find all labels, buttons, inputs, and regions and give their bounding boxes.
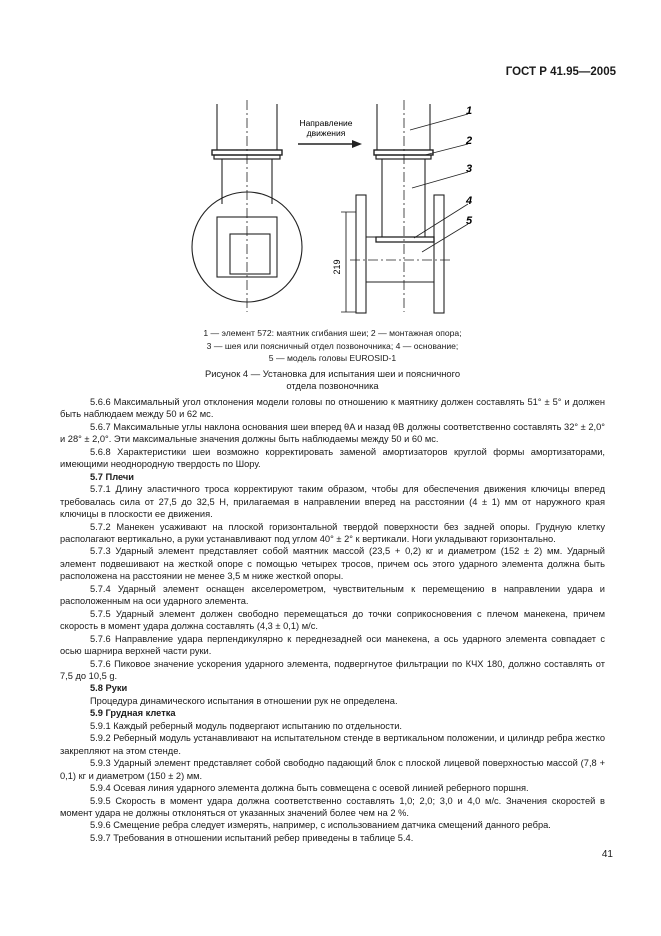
para-5-6-7: 5.6.7 Максимальные углы наклона основания шеи вперед θA и назад θB должны соответственно составлять 32° ± 2,0° и 28° ± 2,0°. Эти максимальные значения должны быть наблюдаемы между 50 и 60 мс. xyxy=(60,421,605,445)
test-setup-figure xyxy=(150,92,490,322)
arrow-label-2: движения xyxy=(306,128,346,138)
callout-5: 5 xyxy=(466,215,473,227)
body-text xyxy=(60,396,605,844)
caption-line-2: отдела позвоночника xyxy=(286,380,379,391)
standard-designation: ГОСТ Р 41.95—2005 xyxy=(505,66,616,78)
head-flange-left xyxy=(356,195,366,313)
head-flange-right xyxy=(434,195,444,313)
dimension-label: 219 xyxy=(332,259,342,275)
callout-3: 3 xyxy=(466,163,473,175)
para-5-7-5: 5.7.5 Ударный элемент должен свободно перемещаться до точки соприкосновения с плечом манекена, причем скорость в момент удара должна составлять (4,3 ± 0,1) м/с. xyxy=(60,608,605,632)
para-5-7-2: 5.7.2 Манекен усаживают на плоской горизонтальной твердой поверхности без задней опоры. Грудную клетку располагают вертикально, а руки устанавливают под углом 40° ± 2° к вертикали. Ноги укладывают горизонтально. xyxy=(60,521,605,544)
page-number: 41 xyxy=(601,849,613,860)
leader-1 xyxy=(410,114,468,130)
base-plate-right xyxy=(376,237,434,242)
arrow-label-1: Направление xyxy=(299,118,353,128)
heading-5-7: 5.7 Плечи xyxy=(90,471,135,482)
heading-5-8: 5.8 Руки xyxy=(90,683,128,694)
para-5-9-3: 5.9.3 Ударный элемент представляет собой свободно падающий блок с плоской лицевой поверхностью массой (7,8 + 0,1) кг и диаметром (150 ± 2) мм. xyxy=(60,758,605,781)
legend-line-1: 1 — элемент 572: маятник сгибания шеи; 2 — монтажная опора; xyxy=(203,328,462,338)
para-5-7-3: 5.7.3 Ударный элемент представляет собой маятник массой (23,5 + 0,2) кг и диаметром (152 ± 2) мм. Ударный элемент подвешивают на жесткой опоре с помощью четырех тросов, причем ось этого ударного элемента должна быть расположена на расстоянии не менее 3,5 м ниже жесткой опоры. xyxy=(60,546,605,582)
para-5-9-6: 5.9.6 Смещение ребра следует измерять, например, с использованием датчика смещений данного ребра. xyxy=(90,820,551,831)
callout-4: 4 xyxy=(466,195,473,207)
callout-2: 2 xyxy=(466,135,473,147)
para-5-7-6a: 5.7.6 Направление удара перпендикулярно к переднезадней оси манекена, а ось ударного элемента совпадает с осью шарнира верхней части руки. xyxy=(60,633,605,657)
para-5-6-6: 5.6.6 Максимальный угол отклонения модели головы по отношению к маятнику должен составлять 51° ± 5° и должен быть наблюдаем между 50 и 62 мс. xyxy=(60,397,605,420)
para-5-7-6b: 5.7.6 Пиковое значение ускорения ударного элемента, подвергнутое фильтрации по КЧХ 180, должно составлять от 7,5 до 10,5 g. xyxy=(60,658,605,681)
neck-base-left xyxy=(230,234,270,274)
mount-plate-right xyxy=(374,150,433,155)
figure-legend xyxy=(110,327,555,365)
para-5-9-5: 5.9.5 Скорость в момент удара должна соответственно составлять 1,0; 2,0; 3,0 и 4,0 м/с. Значения скоростей в момент удара не должны отклоняться от указанных значений более чем на 2 %. xyxy=(60,795,605,818)
para-5-7-4: 5.7.4 Ударный элемент оснащен акселерометром, чувствительным к перемещению в направлении удара и расположенным на оси ударного элемента. xyxy=(60,583,605,607)
leader-3 xyxy=(412,172,468,188)
legend-line-3: 5 — модель головы EUROSID-1 xyxy=(268,353,397,363)
legend-line-2: 3 — шея или поясничный отдел позвоночника; 4 — основание; xyxy=(206,340,459,351)
para-5-7-1: 5.7.1 Длину эластичного троса корректируют таким образом, чтобы для обеспечения движения ключицы вперед требовалась сила от 27,5 до 32,5 Н, прилагаемая в направлении вперед на расстоянии (4 ± 1) мм от наружного края ключицы в плоскости ее движения. xyxy=(60,484,605,520)
caption-line-1: Рисунок 4 — Установка для испытания шеи и поясничного xyxy=(204,368,461,379)
para-5-9-7: 5.9.7 Требования в отношении испытаний ребер приведены в таблице 5.4. xyxy=(90,832,414,843)
leader-4 xyxy=(414,204,468,238)
para-5-9-1: 5.9.1 Каждый реберный модуль подвергают испытанию по отдельности. xyxy=(90,720,402,731)
motion-arrowhead xyxy=(352,140,362,148)
para-5-9-2: 5.9.2 Реберный модуль устанавливают на испытательном стенде в вертикальном положении, и цилиндр ребра жестко закрепляют на этом стенде. xyxy=(60,733,605,756)
callout-1: 1 xyxy=(466,105,473,117)
heading-5-9: 5.9 Грудная клетка xyxy=(90,708,176,719)
figure-caption xyxy=(110,368,555,392)
para-5-6-8: 5.6.8 Характеристики шеи возможно корректировать заменой амортизаторов круглой формы амортизаторами, имеющими неоднородную твердость по Шору. xyxy=(60,446,605,470)
para-5-9-4: 5.9.4 Осевая линия ударного элемента должна быть совмещена с осевой линией реберного поршня. xyxy=(90,783,529,794)
para-5-8: Процедура динамического испытания в отношении рук не определена. xyxy=(90,695,398,706)
